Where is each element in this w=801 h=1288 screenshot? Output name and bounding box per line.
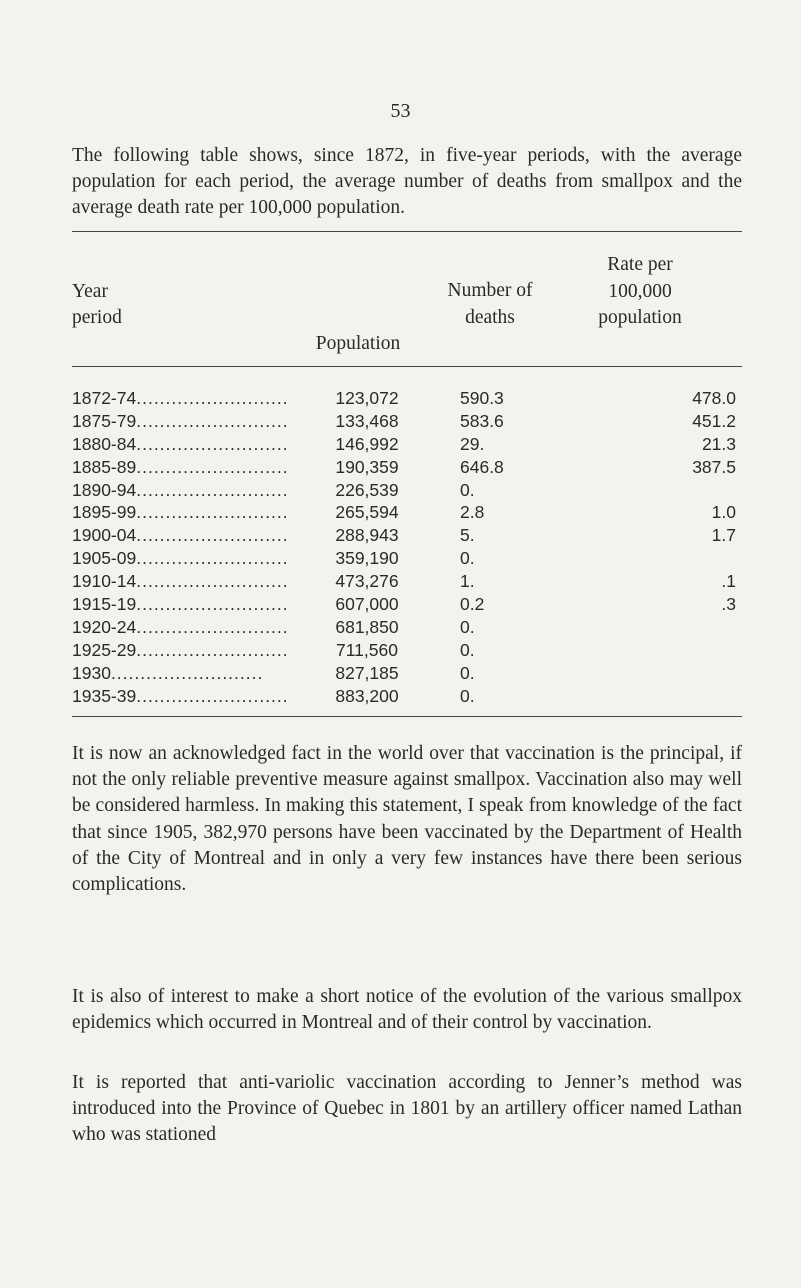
- table-row: [72, 571, 742, 594]
- deaths-cell: 0.: [460, 479, 475, 500]
- deaths-cell: 1.: [460, 571, 475, 592]
- period-cell: [72, 525, 294, 546]
- deaths-cell: 29.: [460, 433, 485, 454]
- period-label: 1872-74: [72, 388, 137, 408]
- intro-paragraph: The following table shows, since 1872, in five-year periods, with the average population for each period, the average number of deaths from smallpox and the average death rate per 100,000 population.: [72, 145, 742, 218]
- population-cell: 265,594: [335, 502, 399, 523]
- period-cell: [72, 594, 294, 615]
- rate-cell: 1.0: [711, 502, 736, 523]
- deaths-cell: 0.: [460, 662, 475, 683]
- population-cell: 681,850: [335, 616, 399, 637]
- leader-dots: ..........................: [136, 433, 289, 454]
- period-cell: [72, 686, 294, 707]
- table-top-rule: [72, 231, 742, 232]
- header-rate-line2: 100,000: [608, 280, 672, 302]
- population-cell: 226,539: [335, 479, 399, 500]
- deaths-cell: 0.: [460, 685, 475, 706]
- period-label: 1875-79: [72, 410, 137, 431]
- header-rate-line1: Rate per: [607, 254, 673, 275]
- deaths-cell: 0.2: [460, 594, 485, 615]
- leader-dots: ..........................: [136, 571, 289, 592]
- period-cell: [72, 663, 294, 684]
- period-label: 1885-89: [72, 456, 137, 477]
- table-row: [72, 663, 742, 686]
- table-row: [72, 457, 742, 480]
- period-label: 1880-84: [72, 433, 137, 454]
- table-row: [72, 411, 742, 434]
- period-cell: [72, 502, 294, 523]
- leader-dots: ..........................: [136, 548, 289, 569]
- header-year-line1: Year: [72, 280, 108, 302]
- table-header-rule: [72, 366, 742, 367]
- population-cell: 827,185: [335, 662, 399, 683]
- table-row: [72, 434, 742, 457]
- leader-dots: ..........................: [136, 639, 289, 660]
- rate-cell: 1.7: [711, 525, 736, 546]
- period-cell: [72, 457, 294, 478]
- period-cell: [72, 411, 294, 432]
- table-row: [72, 548, 742, 571]
- leader-dots: ..........................: [136, 388, 289, 408]
- header-population-label: Population: [315, 333, 401, 354]
- deaths-cell: 0.: [460, 548, 475, 569]
- rate-cell: .3: [721, 594, 736, 615]
- population-cell: 359,190: [335, 548, 399, 569]
- header-rate: [525, 252, 755, 332]
- header-deaths-line2: deaths: [465, 306, 515, 328]
- leader-dots: ..........................: [136, 502, 289, 523]
- table-row: [72, 617, 742, 640]
- data-table: [72, 388, 742, 708]
- period-label: 1915-19: [72, 594, 137, 615]
- leader-dots: ..........................: [136, 685, 289, 706]
- deaths-cell: 0.: [460, 616, 475, 637]
- header-population: [298, 331, 418, 358]
- period-label: 1935-39: [72, 685, 137, 706]
- table-row: [72, 525, 742, 548]
- population-cell: 190,359: [335, 456, 399, 477]
- leader-dots: ..........................: [136, 479, 289, 500]
- table-row: [72, 502, 742, 525]
- leader-dots: ..........................: [136, 456, 289, 477]
- period-label: 1900-04: [72, 525, 137, 546]
- period-label: 1920-24: [72, 616, 137, 637]
- deaths-cell: 646.8: [460, 456, 504, 477]
- period-label: 1930: [72, 662, 111, 683]
- population-cell: 883,200: [335, 685, 399, 706]
- rate-cell: 478.0: [692, 388, 736, 408]
- period-label: 1890-94: [72, 479, 137, 500]
- period-label: 1910-14: [72, 571, 137, 592]
- period-label: 1895-99: [72, 502, 137, 523]
- deaths-cell: 0.: [460, 639, 475, 660]
- paragraph-evolution: It is also of interest to make a short notice of the evolution of the various smallpox epidemics which occurred in Montreal and of their control by vaccination.: [72, 986, 742, 1034]
- population-cell: 123,072: [335, 388, 399, 408]
- population-cell: 607,000: [335, 594, 399, 615]
- period-cell: [72, 640, 294, 661]
- table-row: [72, 388, 742, 411]
- table-row: [72, 640, 742, 663]
- rate-cell: 451.2: [692, 410, 736, 431]
- deaths-cell: 590.3: [460, 388, 504, 408]
- population-cell: 288,943: [335, 525, 399, 546]
- period-cell: [72, 548, 294, 569]
- period-cell: [72, 480, 294, 501]
- deaths-cell: 2.8: [460, 502, 485, 523]
- leader-dots: ..........................: [136, 616, 289, 637]
- paragraph-vaccination: It is now an acknowledged fact in the world over that vaccination is the principal, if not the only reliable preventive measure against smallpox. Vaccination also may well be considered harmless. In making this statement, I speak from knowledge of the fact that since 1905, 382,970 persons have been vaccinated by the Department of Health of the City of Montreal and in only a very few instances have there been serious complications.: [72, 743, 742, 896]
- paragraph-jenner: It is reported that anti-variolic vaccination according to Jenner’s method was introduced into the Province of Quebec in 1801 by an artillery officer named Lathan who was stationed: [72, 1072, 742, 1146]
- deaths-cell: 583.6: [460, 410, 504, 431]
- population-cell: 133,468: [335, 410, 399, 431]
- period-label: 1905-09: [72, 548, 137, 569]
- header-year-period: [72, 252, 212, 332]
- table-bottom-rule: [72, 716, 742, 717]
- table-row: [72, 594, 742, 617]
- page-number: 53: [390, 100, 411, 122]
- rate-cell: .1: [721, 571, 736, 592]
- table-row: [72, 480, 742, 503]
- period-label: 1925-29: [72, 639, 137, 660]
- period-cell: [72, 617, 294, 638]
- header-year-line2: period: [72, 307, 122, 328]
- period-cell: [72, 388, 294, 409]
- header-deaths-line1: Number of: [447, 280, 533, 301]
- leader-dots: ..........................: [136, 525, 289, 546]
- population-cell: 711,560: [336, 639, 398, 660]
- header-rate-line3: population: [598, 307, 682, 328]
- period-cell: [72, 434, 294, 455]
- leader-dots: ..........................: [136, 594, 289, 615]
- deaths-cell: 5.: [460, 525, 475, 546]
- rate-cell: 387.5: [692, 456, 736, 477]
- leader-dots: ..........................: [110, 662, 264, 683]
- population-cell: 146,992: [335, 433, 399, 454]
- table-row: [72, 686, 742, 709]
- population-cell: 473,276: [335, 571, 399, 592]
- rate-cell: 21.3: [701, 433, 736, 454]
- period-cell: [72, 571, 294, 592]
- leader-dots: ..........................: [136, 410, 289, 431]
